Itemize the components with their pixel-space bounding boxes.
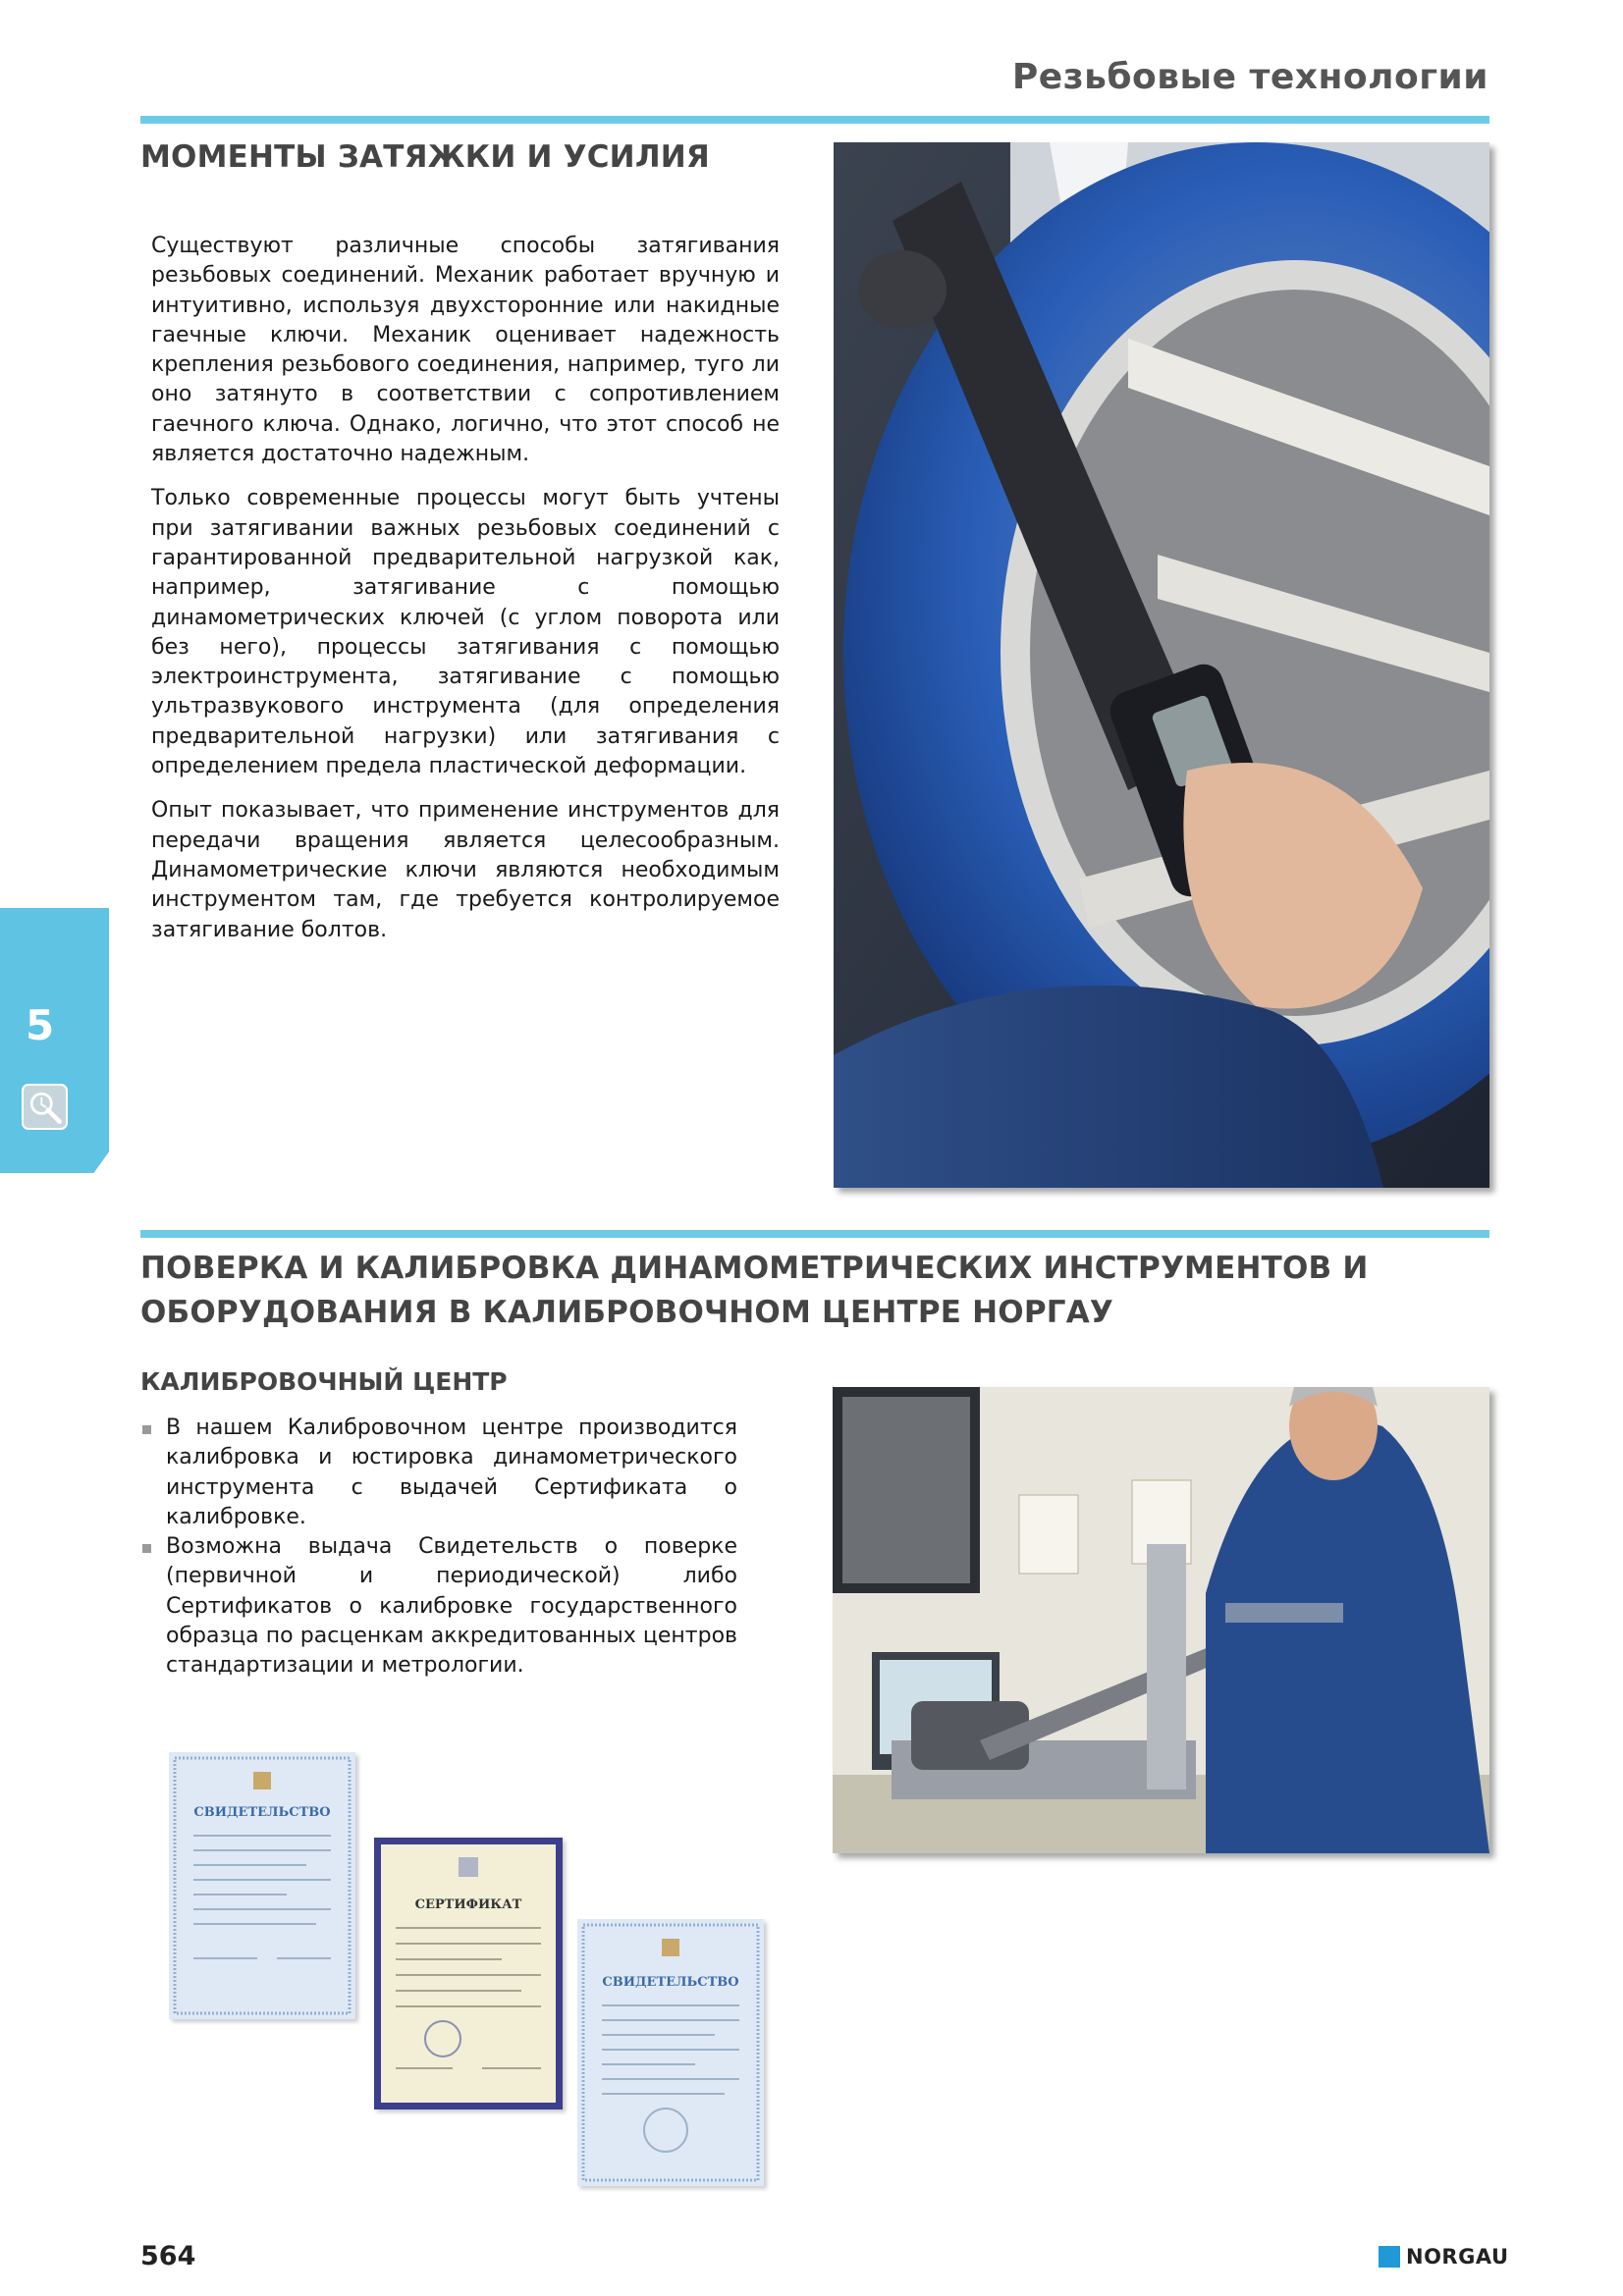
- section1-body: [151, 232, 780, 960]
- brand-square-icon: [1379, 2246, 1400, 2268]
- paragraph-3: Опыт показывает, что применение инструментов для передачи вращения является целесообразным. Динамометрические ключи являются необходимым инструментом там, где требуется контролируемое затягивание болтов.: [151, 798, 780, 942]
- top-rule: [140, 116, 1489, 124]
- certificate-3-heading: СВИДЕТЕЛЬСТВО: [602, 1975, 739, 1990]
- certificate-2-heading: СЕРТИФИКАТ: [414, 1897, 522, 1912]
- section1-title: МОМЕНТЫ ЗАТЯЖКИ И УСИЛИЯ: [140, 139, 710, 175]
- section2-title-line2: ОБОРУДОВАНИЯ В КАЛИБРОВОЧНОМ ЦЕНТРЕ НОРГАУ: [140, 1295, 1113, 1330]
- section2-heading: [140, 1247, 1489, 1335]
- certificate-2: [374, 1838, 563, 2109]
- bullet-item-1: В нашем Калибровочном центре производится калибровка и юстировка динамометрического инструмента с выдачей Сертификата о калибровке.: [142, 1414, 737, 1532]
- certificate-3: [577, 1919, 764, 2186]
- section-header: Резьбовые технологии: [1011, 57, 1488, 97]
- wrench-gauge-icon: [22, 1084, 68, 1130]
- brand-name: NORGAU: [1406, 2245, 1509, 2269]
- brand-logo: [1379, 2241, 1509, 2272]
- calibration-bullets: [142, 1414, 737, 1682]
- section2-subtitle: КАЛИБРОВОЧНЫЙ ЦЕНТР: [140, 1367, 508, 1396]
- section2-title-line1: ПОВЕРКА И КАЛИБРОВКА ДИНАМОМЕТРИЧЕСКИХ ИНСТРУМЕНТОВ И: [140, 1251, 1369, 1286]
- page-number: 564: [140, 2241, 196, 2271]
- certificate-1: [169, 1752, 355, 2019]
- paragraph-2: Только современные процессы могут быть учтены при затягивании важных резьбовых соединений с гарантированной предварительной нагрузкой как, например, затягивание с помощью динамометрических ключей (с углом поворота или без него), процессы затягивания с помощью электроинструмента, затягивание с помощью ультразвукового инструмента (для определения предварительной нагрузки) или затягивания с определением предела пластической деформации.: [151, 486, 780, 779]
- paragraph-1: Существуют различные способы затягивания резьбовых соединений. Механик работает вручную и интуитивно, используя двухсторонние или накидные гаечные ключи. Механик оценивает надежность крепления резьбового соединения, например, туго ли оно затянуто в соответствии с сопротивлением гаечного ключа. Однако, логично, что этот способ не является достаточно надежным.: [151, 234, 780, 467]
- calibration-lab-photo: [833, 1387, 1489, 1853]
- certificate-1-heading: СВИДЕТЕЛЬСТВО: [193, 1805, 331, 1820]
- bullet-item-2: Возможна выдача Свидетельств о поверке (первичной и периодической) либо Сертификатов о калибровке государственного образца по расценкам аккредитованных центров стандартизации и метрологии.: [142, 1532, 737, 1681]
- chapter-number: 5: [26, 1001, 55, 1049]
- chapter-tab: [0, 908, 109, 1173]
- torque-wrench-photo: [834, 142, 1489, 1188]
- middle-rule: [140, 1230, 1489, 1238]
